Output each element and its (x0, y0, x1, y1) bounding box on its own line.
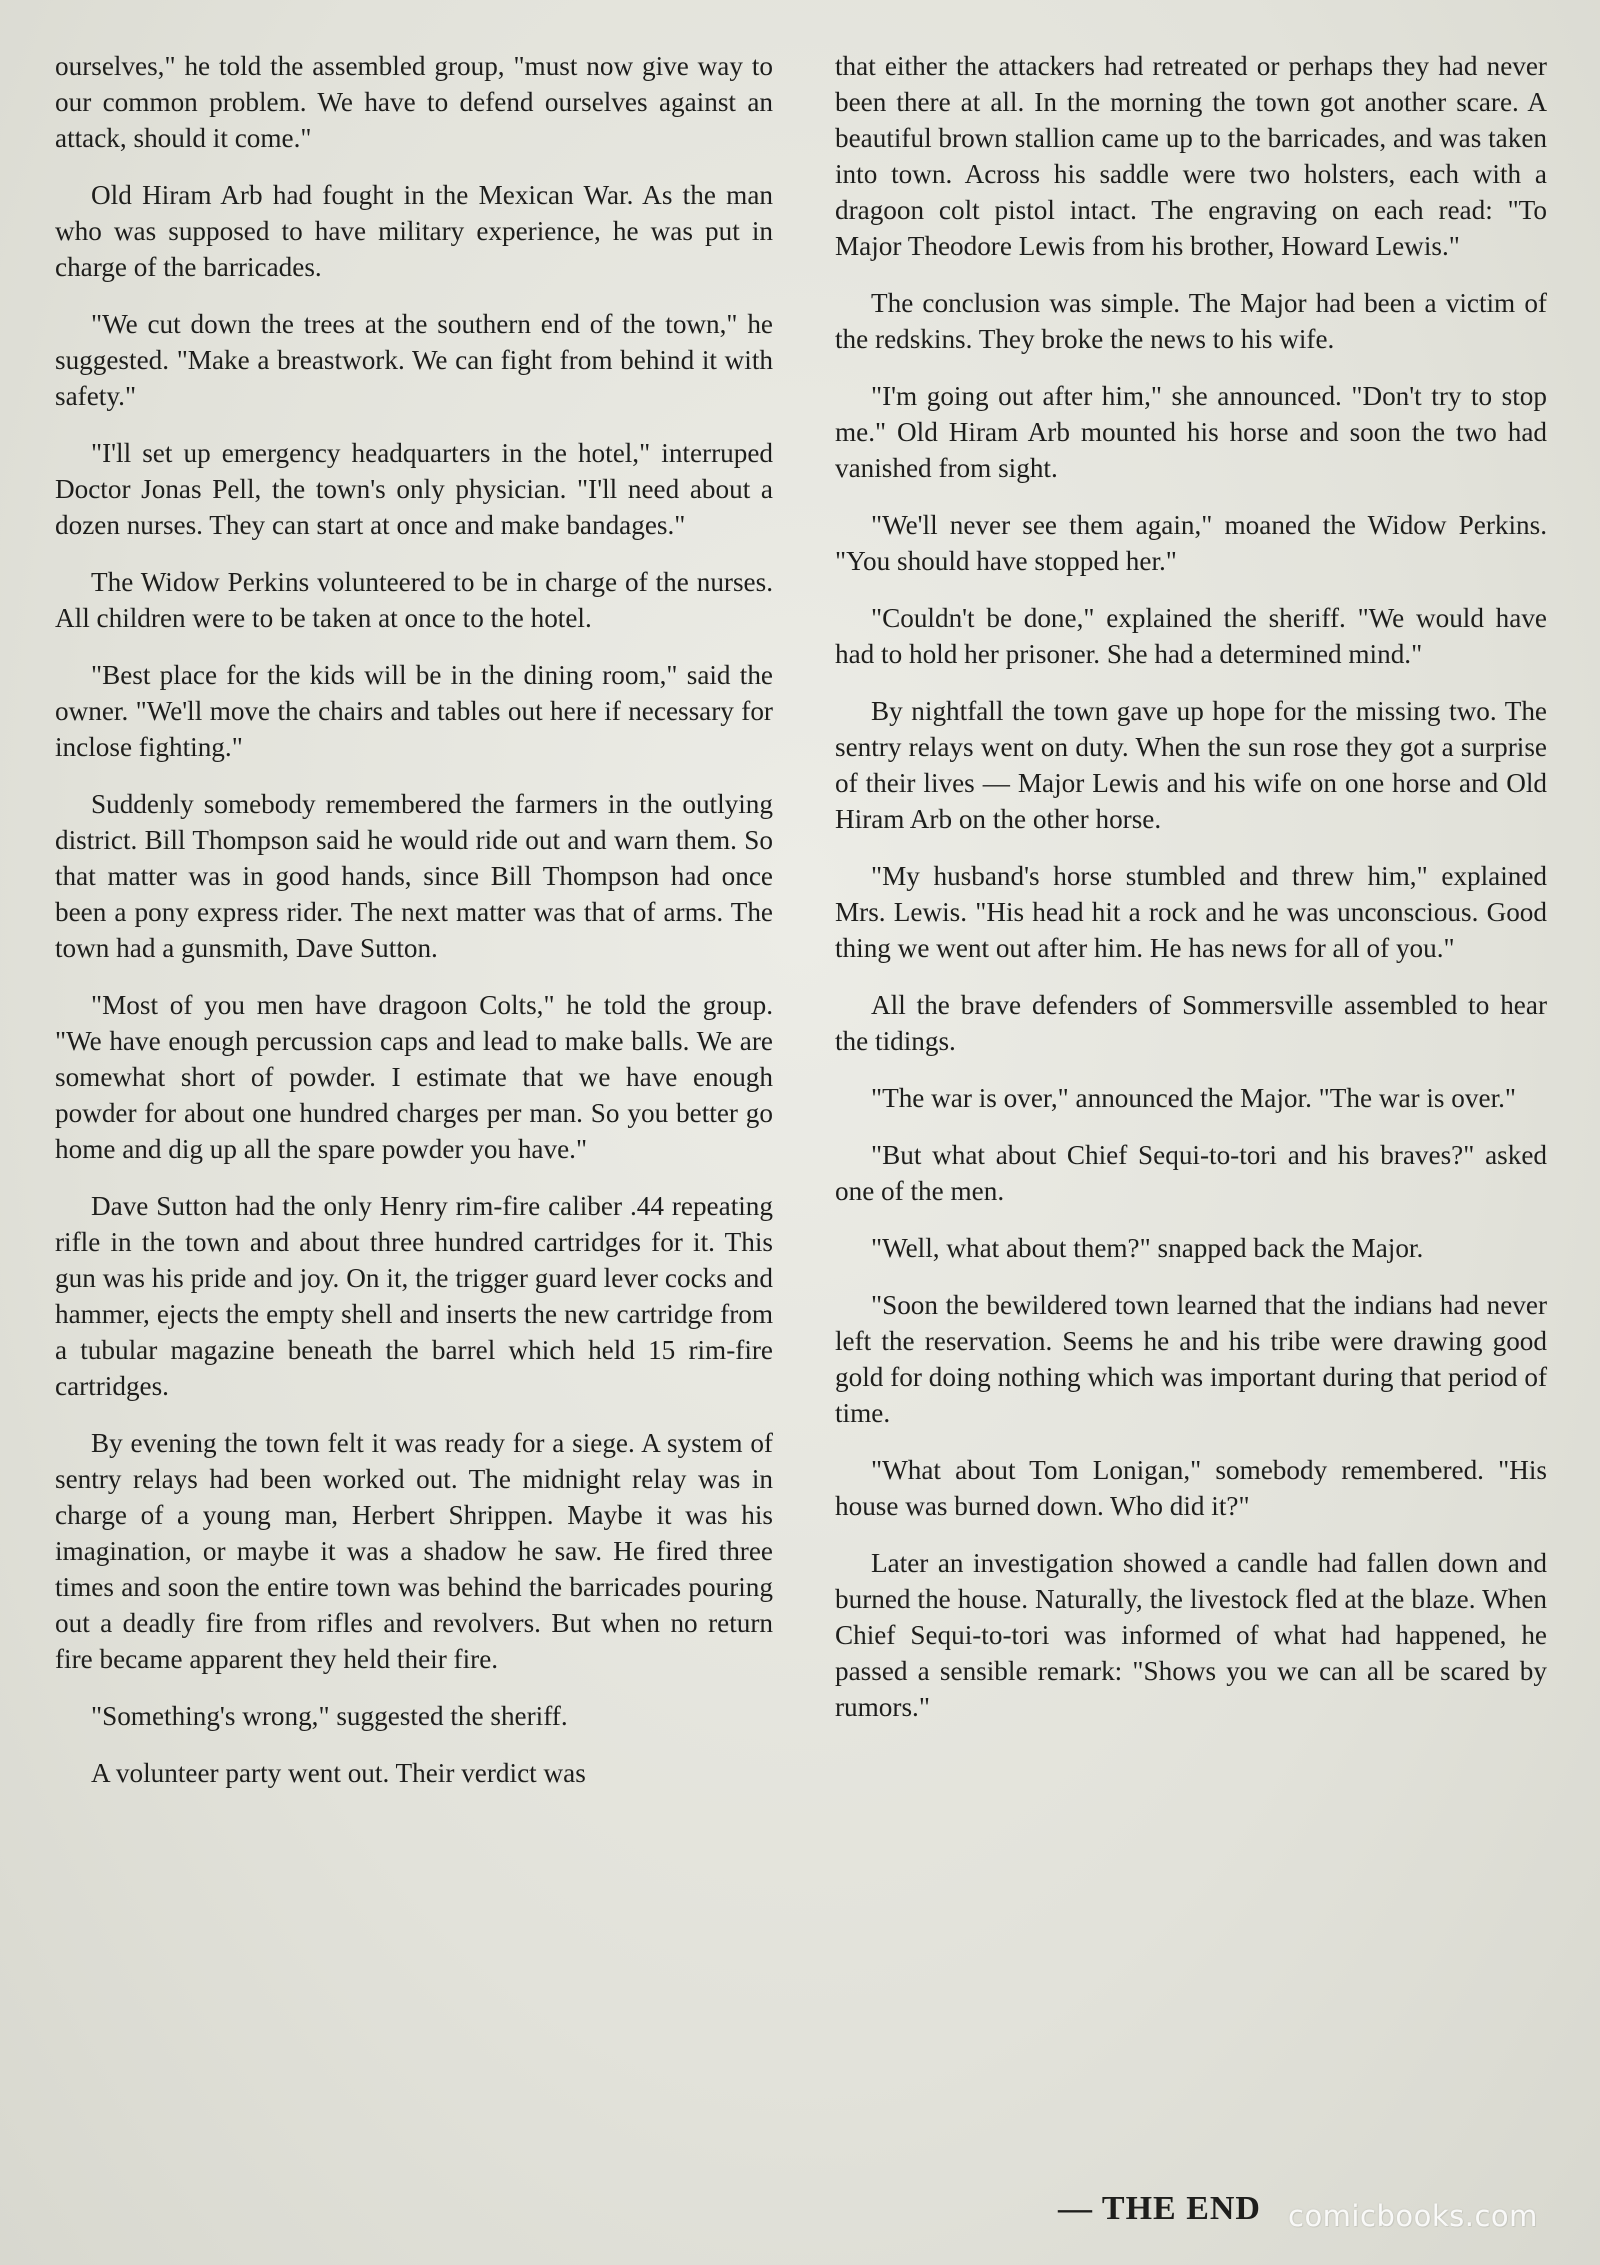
left-column (55, 48, 773, 1791)
site-watermark: comicbooks.com (1288, 2199, 1538, 2233)
paragraph: All the brave defenders of Sommersville assembled to hear the tidings. (835, 990, 1547, 1056)
paragraph: "My husband's horse stumbled and threw him," explained Mrs. Lewis. "His head hit a rock and he was unconscious. Good thing we went out after him. He has news for all of you." (835, 861, 1547, 963)
paragraph: "I'll set up emergency headquarters in the hotel," interruped Doctor Jonas Pell, the town's only physician. "I'll need about a dozen nurses. They can start at once and make bandages." (55, 438, 773, 540)
paragraph: Later an investigation showed a candle had fallen down and burned the house. Naturally, the livestock fled at the blaze. When Chief Sequi-to-tori was informed of what had happened, he passed a sensible remark: "Shows you we can all be scared by rumors." (835, 1548, 1547, 1722)
paragraph: "Soon the bewildered town learned that the indians had never left the reservation. Seems he and his tribe were drawing good gold for doing nothing which was important during that period of time. (835, 1290, 1547, 1428)
paragraph: "Well, what about them?" snapped back the Major. (871, 1233, 1424, 1263)
paragraph: that either the attackers had retreated or perhaps they had never been there at all. In the morning the town got another scare. A beautiful brown stallion came up to the barricades, and was taken into town. Across his saddle were two holsters, each with a dragoon colt pistol intact. The engraving on each read: "To Major Theodore Lewis from his brother, Howard Lewis." (835, 51, 1547, 261)
paragraph: "What about Tom Lonigan," somebody remembered. "His house was burned down. Who did it?" (835, 1455, 1547, 1521)
paragraph: ourselves," he told the assembled group, "must now give way to our common problem. We have to defend ourselves against an attack, should it come." (55, 51, 773, 153)
paragraph: A volunteer party went out. Their verdict was (91, 1758, 586, 1788)
paragraph: The Widow Perkins volunteered to be in charge of the nurses. All children were to be taken at once to the hotel. (55, 567, 773, 633)
paragraph: "Best place for the kids will be in the dining room," said the owner. "We'll move the chairs and tables out here if necessary for inclose fighting." (55, 660, 773, 762)
paragraph: Suddenly somebody remembered the farmers in the outlying district. Bill Thompson said he would ride out and warn them. So that matter was in good hands, since Bill Thompson had once been a pony express rider. The next matter was that of arms. The town had a gunsmith, Dave Sutton. (55, 789, 773, 963)
paragraph: "We cut down the trees at the southern end of the town," he suggested. "Make a breastwork. We can fight from behind it with safety." (55, 309, 773, 411)
paragraph: "I'm going out after him," she announced. "Don't try to stop me." Old Hiram Arb mounted his horse and soon the two had vanished from sight. (835, 381, 1547, 483)
paragraph: "Something's wrong," suggested the sheriff. (91, 1701, 568, 1731)
paragraph: "The war is over," announced the Major. "The war is over." (871, 1083, 1517, 1113)
paragraph: Old Hiram Arb had fought in the Mexican War. As the man who was supposed to have military experience, he was put in charge of the barricades. (55, 180, 773, 282)
paragraph: "Most of you men have dragoon Colts," he told the group. "We have enough percussion caps and lead to make balls. We are somewhat short of powder. I estimate that we have enough powder for about one hundred charges per man. So you better go home and dig up all the spare powder you have." (55, 990, 773, 1164)
paragraph: "But what about Chief Sequi-to-tori and his braves?" asked one of the men. (835, 1140, 1547, 1206)
paragraph: By nightfall the town gave up hope for the missing two. The sentry relays went on duty. When the sun rose they got a surprise of their lives — Major Lewis and his wife on one horse and Old Hiram Arb on the other horse. (835, 696, 1547, 834)
paragraph: The conclusion was simple. The Major had been a victim of the redskins. They broke the news to his wife. (835, 288, 1547, 354)
paragraph: "We'll never see them again," moaned the Widow Perkins. "You should have stopped her." (835, 510, 1547, 576)
right-column (835, 48, 1547, 1725)
paragraph: Dave Sutton had the only Henry rim-fire caliber .44 repeating rifle in the town and about three hundred cartridges for it. This gun was his pride and joy. On it, the trigger guard lever cocks and hammer, ejects the empty shell and inserts the new cartridge from a tubular magazine beneath the barrel which held 15 rim-fire cartridges. (55, 1191, 773, 1401)
the-end-label: — THE END (1058, 2190, 1261, 2227)
paragraph: "Couldn't be done," explained the sheriff. "We would have had to hold her prisoner. She had a determined mind." (835, 603, 1547, 669)
paragraph: By evening the town felt it was ready for a siege. A system of sentry relays had been worked out. The midnight relay was in charge of a young man, Herbert Shrippen. Maybe it was his imagination, or maybe it was a shadow he saw. He fired three times and soon the entire town was behind the barricades pouring out a deadly fire from rifles and revolvers. But when no return fire became apparent they held their fire. (55, 1428, 773, 1674)
